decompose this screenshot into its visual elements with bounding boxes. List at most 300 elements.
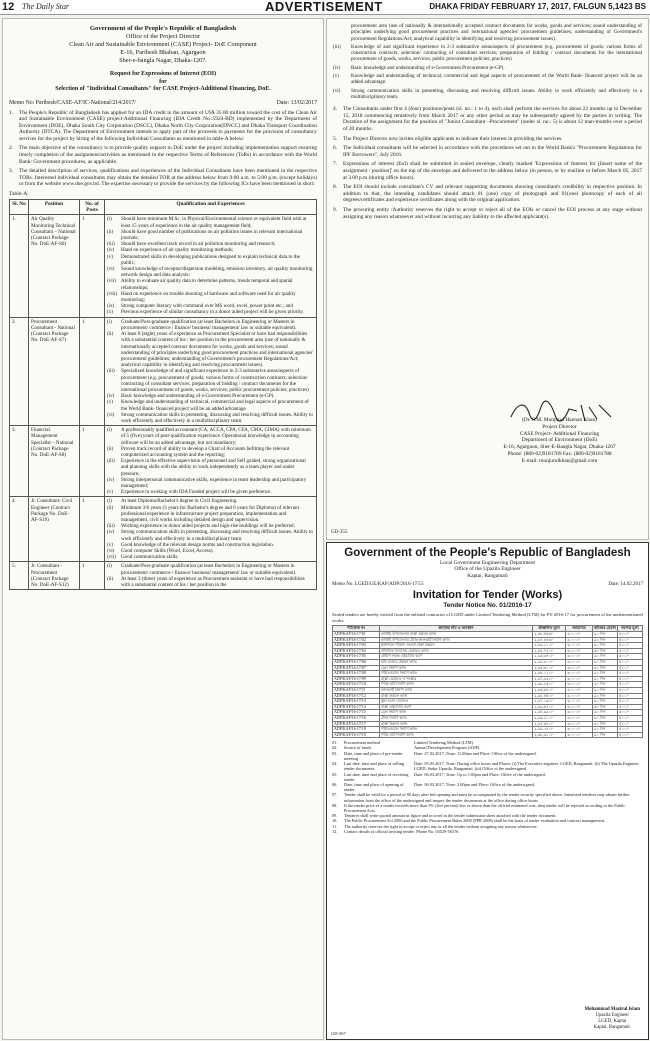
tender-cell: ৩,০০০/- [566,665,593,671]
tender-cell: ৯০ দিন [593,715,618,721]
qualification-text: Knowledge and understanding of technical, commercial and legal aspects of procurement of the World Bank- financed project will be an added advantage. [351,73,642,86]
row-serial: 4. [10,497,29,562]
tender-cell: ৫০০/- [618,676,643,682]
note-label: Date, time and place of pre-tender meeting [344,750,403,761]
tender-cell: প্রাথমিক বিদ্যালয় মেরামত কাজ [380,648,533,654]
tender-cell: ৯০ দিন [593,699,618,705]
qualification-roman: (iv) [107,476,115,483]
tender-cell: ২,৯৬,৩৪০/- [533,654,566,660]
doe-header [3,19,323,65]
paragraph-number: 9. [333,206,338,213]
numbered-paragraph [9,168,317,188]
tender-cell: ২,৯৯,৮০০/- [533,659,566,665]
tender-cell: ইউনিয়ন পরিষদ সংলগ্ন রাস্তা উন্নয়ন [380,643,533,649]
note-label: Source of funds [344,745,372,751]
qualification-text: Ability to evaluate air quality data to determine patterns, trends temporal and spatial relationships; [121,278,293,291]
qualification-roman: (i) [107,318,112,325]
row-qualifications [105,215,317,317]
tender-cell: ২,৯৭,১৬০/- [533,699,566,705]
tender-cell: ৯০ দিন [593,732,618,738]
tender-cell: ২,৯৬,৮৮০/- [533,687,566,693]
qualification-text: At least Diploma/Bachelor's degree in Civil Engineering. [121,498,238,505]
qualification-item [107,427,314,446]
tender-cell: ২,৯৯,০৮০/- [533,727,566,733]
tender-cell: ADP/KAP/16-17/07 [333,665,380,671]
qualification-text: Should have minimum M.Sc. in Physical/Environmental science or equivalent field with at least 15 years of experience in the air quality management field; [121,216,307,229]
tender-cell: ADP/KAP/16-17/09 [333,676,380,682]
tender-memo-date: Date: 14.02.2017 [608,582,643,588]
row-position: Procurement Consultant - National (Contract Package No. DoE-AF-S7) [29,317,80,425]
tender-header-cell: কাজের নাম ও অবস্থান [380,626,533,632]
qualification-item [107,489,314,495]
qualification-roman: (ii) [107,228,114,235]
qualification-roman: (x) [107,309,113,316]
row-posts: 1 [80,215,105,317]
tender-note [332,803,643,813]
tender-cell: ADP/KAP/16-17/13 [333,699,380,705]
row-qualifications [105,562,317,590]
tender-gd-number: GD-367 [331,1031,346,1036]
tender-sign-line: Upazila Engineer [595,1013,629,1018]
tender-cell: ৩,০০০/- [566,659,593,665]
qualification-text: Good computer Skills (Word, Excel, Access). [121,548,214,554]
tender-cell: ৫০০/- [618,732,643,738]
consultant-table-header [10,200,317,215]
tender-cell: ৩,০০০/- [566,727,593,733]
qualification-text: Should have excellent track record in air pollution monitoring and research; [121,241,276,248]
paragraph-text: The People's Republic of Bangladesh has applied for an IDA credit in the amount of US$ 35.00 million toward the cost of the Clean Air and Sustainable Environment (CASE) project-Additional Financing (IDA Credit No.:5924-BD) implemented by the Department of Environment (DOE), Dhaka South City Corporation (DSCC), Dhaka North City Corporation(DNCC) and Dhaka Transport Coordination Authority (DTCA). The Department of Environment intends to apply part of the proceeds to payments for the provision of consultancy services for the project by hiring of the following Individual Consultants as mentioned in table-A below: [19,109,317,142]
tender-cell: কাপ্তাই উপজেলার ব্রীজ/কালভার্ট নির্মাণ কাজ [380,637,533,643]
table-row [10,426,317,497]
doe-memo-line [9,100,317,106]
qualification-text: Working experience in donor aided projects and high-rise buildings will be preferred. [121,523,295,530]
numbered-paragraph [333,184,642,204]
issue-date: DHAKA FRIDAY FEBRUARY 17, 2017, FALGUN 5,1423 BS [429,2,646,11]
tender-cell: ৩,০০০/- [566,687,593,693]
note-text: Tender shall be valid for a period of 90 days after bid opening and must be accompanied by the tender security specified above, Interested tenderer may obtain further information from the office of the undersigned and inspect the tender documents at the office during office hours. [344,792,630,803]
note-text: Date: 06.03.2017, Time: Up to 1:00pm and Place: Office of the undersigned. [414,771,546,777]
qualification-item [333,65,642,71]
qualification-item [107,368,314,393]
note-text: Date: 27.02.2017, Time: 11.00am and Place: Office of the undersigned. [414,750,537,756]
tender-title: Invitation for Tender (Works) [412,589,563,602]
row-position: Jr. Consultant- Civil Engineer (Contract Package No. DoE-AF-S10) [29,497,80,562]
qualification-roman: (ii) [107,445,114,452]
tender-sign-line: Mohammad Mazirul Islam [584,1007,640,1012]
tender-cell: রাস্তা উন্নয়ন কাজ [380,721,533,727]
qualification-item [333,44,642,63]
tender-cell: ADP/KAP/16-17/04 [333,648,380,654]
qualification-roman: (ii) [107,504,114,511]
tender-cell: ADP/KAP/16-17/19 [333,732,380,738]
doe-header-line: Office of the Project Director [125,33,201,40]
qualification-text: Demonstrated skills in developing publications designed to explain technical data to the public; [121,253,300,266]
tender-cell: গাইডওয়াল নির্মাণ কাজ [380,727,533,733]
qualification-roman: (vi) [107,548,115,554]
tender-sign-line: LGED, Kaptai [598,1019,627,1024]
paragraph-text: The procuring entity /Authority reserves the right to accept or reject all of the EOIs or cancel the EOI process at any stage without assigning any reason whatsoever and without incurring any liability to the affected applicant(s). [343,206,642,220]
tender-cell: ADP/KAP/16-17/17 [333,721,380,727]
qualification-roman: (ix) [107,303,115,310]
tender-cell: ৩,০০০/- [566,654,593,660]
tender-cell: ৫০০/- [618,682,643,688]
tender-cell: ৫০০/- [618,671,643,677]
tender-cell: ২,৯৮,০২০/- [533,671,566,677]
qualification-roman: (vi) [107,411,115,418]
paragraph-text: The Individual consultants will be selected in accordance with the procedures set out in the World Bank's "Procurement Regulations for IPF Borrowers", July 2016. [343,145,642,158]
tender-cell: রাস্তা এইচবিবি করণ [380,704,533,710]
tender-office-line: Local Government Engineering Department [439,560,536,566]
tender-cell: ৯০ দিন [593,637,618,643]
tender-cell: সিঁড়ি ঘাট নির্মাণ কাজ [380,682,533,688]
note-label: Last date, time and place of selling tender documents [344,761,405,772]
numbered-paragraph [333,145,642,158]
qualification-text: Previous experience of similar consultancy in a donor aided project will be given priority. [121,309,304,316]
note-text: Annual Development Program (ADP). [414,745,481,751]
qualification-roman: (vi) [333,87,341,94]
qualification-roman: (iii) [107,241,115,248]
table-header-cell: Qualification and Experiences [105,200,317,215]
qualification-roman: (iii) [107,458,115,465]
note-number: 05. [332,771,338,777]
paragraph-text: The EOI should include consultant's CV and relevant supporting documents showing consultant's credibility in respective position. In addition to that, the intending candidates should attach 01 (one) copy of photograph and 01(one) photocopy of each of all degrees/certificates and experience certificates along with the original application. [343,184,642,204]
qualification-item [107,266,314,278]
tender-row [333,732,643,738]
qualification-roman: (iv) [107,393,115,400]
tender-cell: ৩,০০০/- [566,699,593,705]
qualification-text: At least 3 (three) years of experience as Procurement assistant or have had responsibilities with a substantial content of his / her position in the [121,575,305,589]
paragraph-number: 1. [9,109,14,116]
cont-item-ii-tail: procurement area (use of nationally & internationally accepted contract documents for works, goods and services; sound understanding of principles underlying good procurement practices and international agencies' procurement guidelines; understanding of Government's procurement Regulations/Act; analytical capability in identifying and resolving procurement issues). [351,23,642,42]
qualification-text: Hand on experience of air quality monitoring methods; [121,247,234,254]
row-qualifications [105,426,317,497]
page-number: 12 [2,1,15,13]
qualification-roman: (vii) [107,554,116,561]
paragraph-number: 7. [333,161,338,168]
tender-cell: ৯০ দিন [593,721,618,727]
tender-note [332,761,643,771]
row-position: Air Quality Monitoring Technical Consultant – National (Contract Package No. DoE-AF-S6) [29,215,80,317]
qualification-roman: (vi) [107,266,115,273]
tender-cell: ২,৯৮,৯৯০/- [533,710,566,716]
qualification-item [107,458,314,477]
doe-header-line: Clean Air and Sustainable Environment (CASE) Project- DoE Component [69,41,257,48]
table-row [10,215,317,317]
qualification-roman: (iv) [107,529,115,536]
tender-cell: ADP/KAP/16-17/02 [333,637,380,643]
qualification-roman: (vii) [107,278,116,285]
tender-signature [585,1007,640,1031]
note-number: 03. [332,750,338,756]
row-serial: 1. [10,215,29,317]
newspaper-masthead [0,0,650,15]
doe-gov-title: Government of the People's Republic of Bangladesh [89,25,237,32]
qualification-text: Graduate/Post-graduate qualification (at least Bachelors in Engineering or Masters in procurement/ commerce / finance/ business/ management/ law or suitable equivalent). [121,563,297,576]
paragraph-text: The main objective of the consultancy is to provide quality support to DoE under the project including implementation support ensuring timely completion of the assignment/activities as mentioned in the respective Terms of References (ToRs) in accordance with the World Bank/ Government procedures, as applicable. [19,145,317,165]
tender-cell: ৯০ দিন [593,682,618,688]
numbered-paragraph [9,145,317,165]
doe-header-line: E-16, Paribesh Bhaban, Agargaon [120,49,206,56]
tender-cell: ৯০ দিন [593,727,618,733]
note-text: Date: 05.03.2017, Time: During office hours and Places: (i) The Executive engineer, LGED, Rangamati. (ii) The Upazila Engineer, LGED, Sadar Upazila, Rangamati. (iii) Office of the undersigned. [414,761,640,772]
qualification-roman: (iii) [107,523,115,530]
note-number: 10. [332,818,338,824]
tender-note [332,792,643,802]
tender-note [332,829,643,834]
tender-cell: ADP/KAP/16-17/11 [333,687,380,693]
note-number: 09. [332,813,338,819]
tender-cell: ৯০ দিন [593,632,618,638]
tender-cell: ৯০ দিন [593,687,618,693]
tender-cell: ৩,০০০/- [566,682,593,688]
tender-cell: ৯০ দিন [593,648,618,654]
numbered-paragraph [333,106,642,132]
tender-cell: ADP/KAP/16-17/06 [333,659,380,665]
doe-paragraphs-2 [327,106,648,220]
qualification-roman: (i) [107,427,112,434]
tender-cell: ৯০ দিন [593,671,618,677]
tender-cell: ৩,০০০/- [566,710,593,716]
tender-cell: ড্রেন নির্মাণ কাজ [380,710,533,716]
signature-line: Phone: (880-02)9181789 Fax: (880-02)9181788 [507,450,612,457]
qualification-item [107,505,314,524]
qualification-text: Good knowledge of the relevant design norms and construction legislation. [121,541,275,548]
tender-cell: গাইডওয়াল নির্মাণ কাজ [380,671,533,677]
qualification-roman: (iii) [333,43,341,50]
qualification-item [107,477,314,489]
cont-items [333,44,642,100]
qualification-roman: (v) [107,253,113,260]
row-position: Financial Management Specialist – National (Contract Package No. DoE-AF-S8) [29,426,80,497]
tender-cell: ২,৯৮,৫৫৬/- [533,632,566,638]
doe-paragraphs [3,110,323,189]
qualification-roman: (v) [107,489,113,496]
qualification-item [107,254,314,266]
qualification-roman: (iv) [333,64,341,71]
qualification-item [107,412,314,424]
qualification-roman: (i) [107,563,112,570]
tender-cell: ৫০০/- [618,721,643,727]
qualification-item [107,216,314,228]
table-label: Table-A: [9,191,29,198]
tender-cell: ৫০০/- [618,654,643,660]
tender-cell: ৩,০০০/- [566,732,593,738]
qualification-text: Should have good number of publications on air pollution issues in relevant international journals; [121,228,303,242]
row-posts: 1 [80,317,105,425]
qualification-text: Graduate/Post-graduate qualification (at least Bachelors in Engineering or Masters in procurement/ commerce / finance/ business/ management/ law or suitable equivalent). [121,318,297,331]
qualification-item [107,229,314,241]
table-header-cell: No. of Posts [80,200,105,215]
tender-office-line: Kaptai, Rangamati [467,572,508,579]
qualification-text: Knowledge of and significant experience in 2-3 substantive areas/aspects of procurement (e.g. procurement of goods; various forms of construction contracts; selection/ contracting of consultant services; preparation of bidding / contract documents for the international procurement of goods, works, services; public procurement policies; practices) [351,43,642,63]
numbered-paragraph [9,110,317,143]
note-number: 06. [332,781,338,787]
tender-cell: ২,৯৮,৪৫০/- [533,693,566,699]
tender-cell: ৫০০/- [618,687,643,693]
qualification-roman: (iv) [107,247,115,254]
tender-cell: সিঁড়ি ঘাট নির্মাণ কাজ [380,732,533,738]
tender-cell: ৯০ দিন [593,693,618,699]
tender-cell: ADP/KAP/16-17/03 [333,643,380,649]
tender-cell: ADP/KAP/16-17/10 [333,682,380,688]
doe-eoi-continuation [326,18,649,540]
tender-cell: কাপ্তাই উপজেলার রাস্তা উন্নয়ন কাজ [380,632,533,638]
table-row [10,497,317,562]
doe-memo-number: Memo No: Paribesh/CASE-AF/IC-National/214/2017/ [9,99,136,106]
tender-header-cell: প্যাকেজ নং [333,626,380,632]
qualification-roman: (v) [107,541,113,548]
paragraph-text: Expressions of interest (EoI) shall be submitted in sealed envelope, clearly marked 'Expressions of Interest for [Insert name of the assignment / position]' on the top of the envelope and delivered to the address below (in person, or by mail)on or before March 05, 2017 at 3.00 p.m (during office hours). [343,161,642,181]
tender-cell: ৫০০/- [618,693,643,699]
tender-cell: স্কুল ভবন মেরামত [380,699,533,705]
qualification-item [107,291,314,303]
tender-cell: ADP/KAP/16-17/18 [333,727,380,733]
tender-cell: ৩,০০০/- [566,637,593,643]
tender-cell: ৩,০০০/- [566,632,593,638]
tender-cell: ২,৯৭,৫৪০/- [533,721,566,727]
paragraph-text: The Project Director now invites eligible applicants to indicate their interest in providing the services. [343,135,563,142]
tender-cell: ব্রীজ নির্মাণ কাজ [380,715,533,721]
qualification-item [107,554,314,560]
note-number: 08. [332,802,338,808]
tender-cell: ২,৯৫,৬১০/- [533,665,566,671]
qualification-roman: (v) [333,73,339,80]
tender-cell: ADP/KAP/16-17/05 [333,654,380,660]
table-header-cell: Sl. No [10,200,29,215]
tender-cell: ৫০০/- [618,699,643,705]
qualification-text: Basic knowledge and understanding of e-Government Procurement (e-GP). [121,393,275,400]
tender-header-cell: কাজের মেয়াদ [594,625,616,631]
tender-cell: ৩,০০০/- [566,704,593,710]
note-text: The Public Procurement Act 2006 and the Public Procurement Rules 2008 (PPR 2008) shall be the basis of tender evaluation and contract management. [344,818,605,824]
qualification-text: Strong communication skills in presenting, discussing and resolving difficult issues. Ability to work efficiently and effectively in a multidisciplinary team. [351,87,642,100]
tender-cell: গ্রামীণ সড়ক এইচবিবি করণ [380,654,533,660]
tender-notes [332,740,643,834]
qualification-text: A professionally qualified accountant (CA, ACCA, CPA, CFA, CMA, CIMA) with minimum of 5 (five) years of post-qualification experience. Operational knowledge in accounting software will be an added advantage, but not mandatory; [121,427,311,446]
numbered-paragraph [333,161,642,181]
consultant-table [9,199,317,590]
qualification-text: Strong computer literacy with command over MS word, excel, power point etc.; and [121,303,293,310]
qualification-item [333,73,642,86]
tender-gov-title: Government of the People's Republic of Bangladesh [344,547,631,559]
paragraph-text: The detailed description of services, qualifications and experiences of the Individual Consultants have been mentioned in the respective TORs. Interested individual consultants may obtain the detailed TOR at the address below from 9:00 a.m. to 5:00 p.m. (except holidays) or from the website www.doe.gov.bd. The expertise necessary to provide the services by the following ICs have been mentioned in short: [19,168,317,188]
tender-office [327,560,648,579]
row-posts: 1 [80,497,105,562]
qualification-text: Strong communication skills in presenting, discussing and resolving difficult issues. Ability to work efficiently and effectively in a multidisciplinary team. [121,529,313,542]
eoi-request-title [3,71,323,94]
qualification-item [333,88,642,101]
note-label: Date, time and place of opening of tender [344,781,404,793]
qualification-roman: (ii) [107,575,114,582]
note-number: 07. [332,792,338,798]
signature-line: E-mail: munjurulkhan@gmail.com [521,457,598,464]
eoi-request-line: Request for Expressions of Interest (EOI) [109,71,217,77]
section-title: ADVERTISEMENT [265,0,383,14]
tender-note [332,782,643,792]
qualification-text: Hand on experience on trouble shooting of hardware and software used for air quality monitoring; [121,290,296,304]
tender-memo-line [332,582,643,587]
note-label: Last date, time and place of receiving tender [344,771,409,782]
table-row [10,562,317,590]
tender-cell: ২,৯৬,২১০/- [533,715,566,721]
qualification-text: Proven track record of ability to develop a Chart of Accounts befitting the relevant computerized accounting system and the reporting; [121,445,290,458]
tender-cell: কালভার্ট নির্মাণ কাজ [380,687,533,693]
doe-header-line: Sher-e-bangla Nagar, Dhaka-1207. [119,57,207,64]
qualification-roman: (v) [107,399,113,406]
tender-cell: ৯০ দিন [593,704,618,710]
row-qualifications [105,497,317,562]
tender-memo-number: Memo No. LGED/UE/KAP/ADP/2016-17/53 [332,582,424,588]
doe-signature-block [477,417,642,465]
tender-cell: ৩,০০০/- [566,676,593,682]
note-number: 04. [332,761,338,767]
tender-cell: ৯০ দিন [593,676,618,682]
row-qualifications [105,317,317,425]
qualification-text: Good communication skills. [121,554,179,561]
table-row [10,317,317,425]
qualification-item [107,563,314,575]
qualification-roman: (iii) [107,368,115,375]
tender-works-table [332,625,643,738]
tender-cell: ২,৯৭,৯৩০/- [533,676,566,682]
row-posts: 1 [80,562,105,590]
qualification-roman: (ii) [107,331,114,338]
qualification-roman: (i) [107,498,112,505]
tender-cell: ADP/KAP/16-17/15 [333,710,380,716]
eoi-request-line: Selection of "Individual Consultants" for CASE Project-Additional Financing, DoE. [55,86,271,92]
tender-cell: ৩,০০০/- [566,643,593,649]
signature-line: Department of Environment (DoE) [521,437,598,444]
qualification-item [107,309,314,315]
tender-cell: ৩,০০০/- [566,671,593,677]
note-text: Limited Tendering Method (LTM) [414,740,474,746]
tender-cell: ৫০০/- [618,710,643,716]
qualification-item [107,319,314,331]
qualification-roman: (i) [107,216,112,223]
qualification-text: At least 8 (eight) years of experience as Procurement Specialist or have had responsibilities with a substantial content of his / her position in the procurement area (use of nationally & internationally accepted contract documents for works, goods and services; sound understanding of principles underlying good procurement practices and international agencies' procurement guidelines; understanding of Government's procurement Regulations/Act; analytical capability in identifying and resolving procurement issues). [121,331,314,369]
doe-gd-number: GD-355 [331,530,348,535]
tender-header-cell: জামানত [566,626,593,632]
lged-tender-ad [326,542,649,1040]
note-text: If the tender price of a tender exceeds more than 5% (five percent) less or above than the official estimated cost, then tender will be rejected according to the Public Procurement Acts. [344,802,626,813]
qualification-item [107,399,314,411]
tender-sign-line: Kaptai, Rangamati. [593,1025,631,1030]
row-position: Jr. Consultant - Procurement (Contract Package No. DoE-AF-S12) [29,562,80,590]
signature-line: Project Director [542,423,577,430]
qualification-text: Experience in working with IDA Funded project will be given preference. [121,489,272,496]
tender-cell: ড্রেন নির্মাণ কাজ [380,665,533,671]
tender-cell: ২,৯৮,৭২০/- [533,648,566,654]
qualification-text: Basic knowledge and understanding of e-Government Procurement (e-GP). [351,64,505,71]
paragraph-number: 4. [333,106,338,113]
note-text: Date: 06.03.2017, Time: 2.00pm and Place: Office of the undersigned. [414,781,535,787]
tender-cell: ৫০০/- [618,659,643,665]
qualification-item [107,278,314,290]
tender-cell: ৩,০০০/- [566,693,593,699]
paragraph-number: 3. [9,168,14,175]
eoi-request-line: for [159,78,167,85]
numbered-paragraph [333,136,642,143]
qualification-item [107,446,314,458]
numbered-paragraph [333,207,642,220]
tender-cell: ADP/KAP/16-17/08 [333,671,380,677]
row-posts: 1 [80,426,105,497]
tender-cell: রাস্তা মেরামত ও সংস্কার [380,676,533,682]
paragraph-number: 2. [9,145,14,152]
qualification-item [107,529,314,541]
note-number: 02. [332,745,338,751]
tender-cell: ৫০০/- [618,704,643,710]
